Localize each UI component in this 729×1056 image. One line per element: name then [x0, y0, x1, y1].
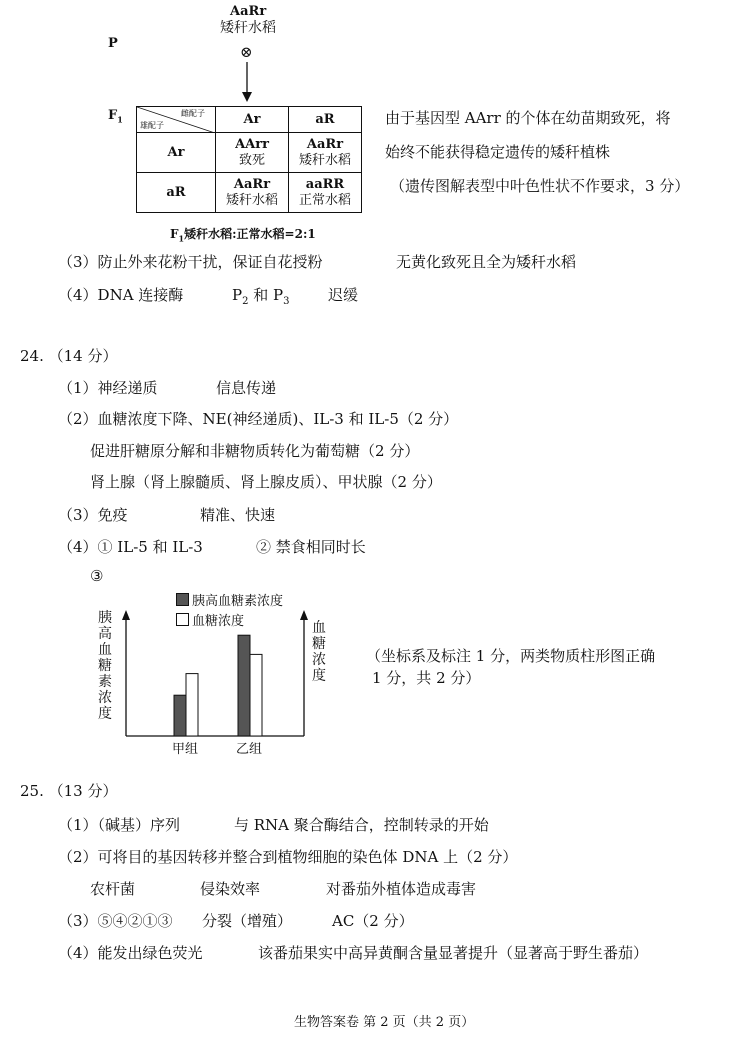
parent-genotype: AaRr	[230, 4, 267, 19]
selfing-symbol: ⊗	[240, 43, 253, 61]
explanation-line-1: 由于基因型 AArr 的个体在幼苗期致死，将	[385, 109, 671, 127]
offspring-cell: AaRr 矮秆水稻	[289, 133, 362, 173]
q25-heading: 25. （13 分）	[20, 782, 118, 800]
legend-item-glucose: 血糖浓度	[176, 613, 244, 630]
q25-answer-2-line2c: 对番茄外植体造成毒害	[326, 880, 477, 898]
female-gamete-1: Ar	[216, 107, 289, 133]
f1-ratio: $F_1$矮秆水稻:正常水稻=2:1	[170, 227, 316, 244]
bar-chart	[96, 588, 336, 764]
page-footer: 生物答案卷 第 2 页（共 2 页）	[294, 1015, 475, 1030]
y-axis-label-left: 胰 高 血 糖 素 浓 度	[98, 610, 112, 722]
q23-answer-4b: $P_2$ 和 $P_3$	[232, 286, 290, 307]
x-tick-label: 乙组	[236, 742, 263, 757]
f1-generation-label: $F_1$	[108, 108, 123, 125]
q25-answer-3: （3）⑤④②①③	[58, 912, 173, 930]
offspring-cell: AArr 致死	[216, 133, 289, 173]
q24-answer-1: （1）神经递质	[58, 379, 158, 397]
bar-glucose-2	[250, 654, 262, 736]
q25-answer-4b: 该番茄果实中高异黄酮含量显著提升（显著高于野生番茄）	[258, 944, 649, 962]
q25-answer-1: （1）（碱基）序列	[58, 816, 181, 834]
female-gamete-2: aR	[289, 107, 362, 133]
q24-answer-2-line2: 促进肝糖原分解和非糖物质转化为葡萄糖（2 分）	[90, 442, 420, 460]
q24-answer-2: （2）血糖浓度下降、NE(神经递质)、IL-3 和 IL-5（2 分）	[58, 410, 459, 428]
x-tick-label: 甲组	[172, 742, 199, 757]
q24-answer-4c: ③	[90, 567, 104, 585]
q23-answer-4c: 迟缓	[328, 286, 359, 304]
punnett-corner: 雌配子 雄配子	[137, 107, 216, 133]
y-axis-label-right: 血 糖 浓 度	[312, 620, 326, 684]
q25-answer-2-line2a: 农杆菌	[90, 880, 136, 898]
offspring-cell: aaRR 正常水稻	[289, 173, 362, 213]
q23-answer-3b: 无黄化致死且全为矮秆水稻	[396, 253, 577, 271]
q24-answer-2-line3: 肾上腺（肾上腺髓质、肾上腺皮质）、甲状腺（2 分）	[90, 473, 442, 491]
parent-phenotype: 矮秆水稻	[220, 20, 276, 36]
punnett-square	[136, 106, 362, 213]
chart-plot-area	[96, 588, 336, 764]
q24-answer-4b: ② 禁食相同时长	[256, 538, 366, 556]
q25-answer-4: （4）能发出绿色荧光	[58, 944, 203, 962]
chart-note-line-2: 1 分，共 2 分）	[372, 669, 481, 687]
q25-answer-2-line2b: 侵染效率	[200, 880, 261, 898]
bar-glucagon-1	[174, 695, 186, 736]
q24-heading: 24. （14 分）	[20, 347, 118, 365]
q25-answer-2: （2）可将目的基因转移并整合到植物细胞的染色体 DNA 上（2 分）	[58, 848, 518, 866]
offspring-cell: AaRr 矮秆水稻	[216, 173, 289, 213]
cross-arrow	[240, 62, 254, 102]
q25-answer-3b: 分裂（增殖）	[202, 912, 293, 930]
q25-answer-1b: 与 RNA 聚合酶结合，控制转录的开始	[234, 816, 489, 834]
q23-answer-4: （4）DNA 连接酶	[58, 286, 184, 304]
y-axis-left-arrow	[122, 610, 130, 620]
male-gamete-2: aR	[137, 173, 216, 213]
chart-note-line-1: （坐标系及标注 1 分，两类物质柱形图正确	[366, 647, 656, 665]
bar-glucagon-2	[238, 635, 250, 736]
q24-answer-3: （3）免疫	[58, 506, 128, 524]
explanation-line-3: （遗传图解表型中叶色性状不作要求，3 分）	[390, 177, 690, 195]
legend-item-glucagon: 胰高血糖素浓度	[176, 593, 283, 610]
y-axis-right-arrow	[300, 610, 308, 620]
bar-glucose-1	[186, 674, 198, 736]
q23-answer-3: （3）防止外来花粉干扰，保证自花授粉	[58, 253, 323, 271]
q24-answer-4: （4）① IL-5 和 IL-3	[58, 538, 203, 556]
explanation-line-2: 始终不能获得稳定遗传的矮秆植株	[385, 143, 611, 161]
q24-answer-1b: 信息传递	[216, 379, 277, 397]
p-generation-label: P	[108, 36, 118, 51]
male-gamete-1: Ar	[137, 133, 216, 173]
q24-answer-3b: 精准、快速	[200, 506, 276, 524]
q25-answer-3c: AC（2 分）	[332, 912, 414, 930]
